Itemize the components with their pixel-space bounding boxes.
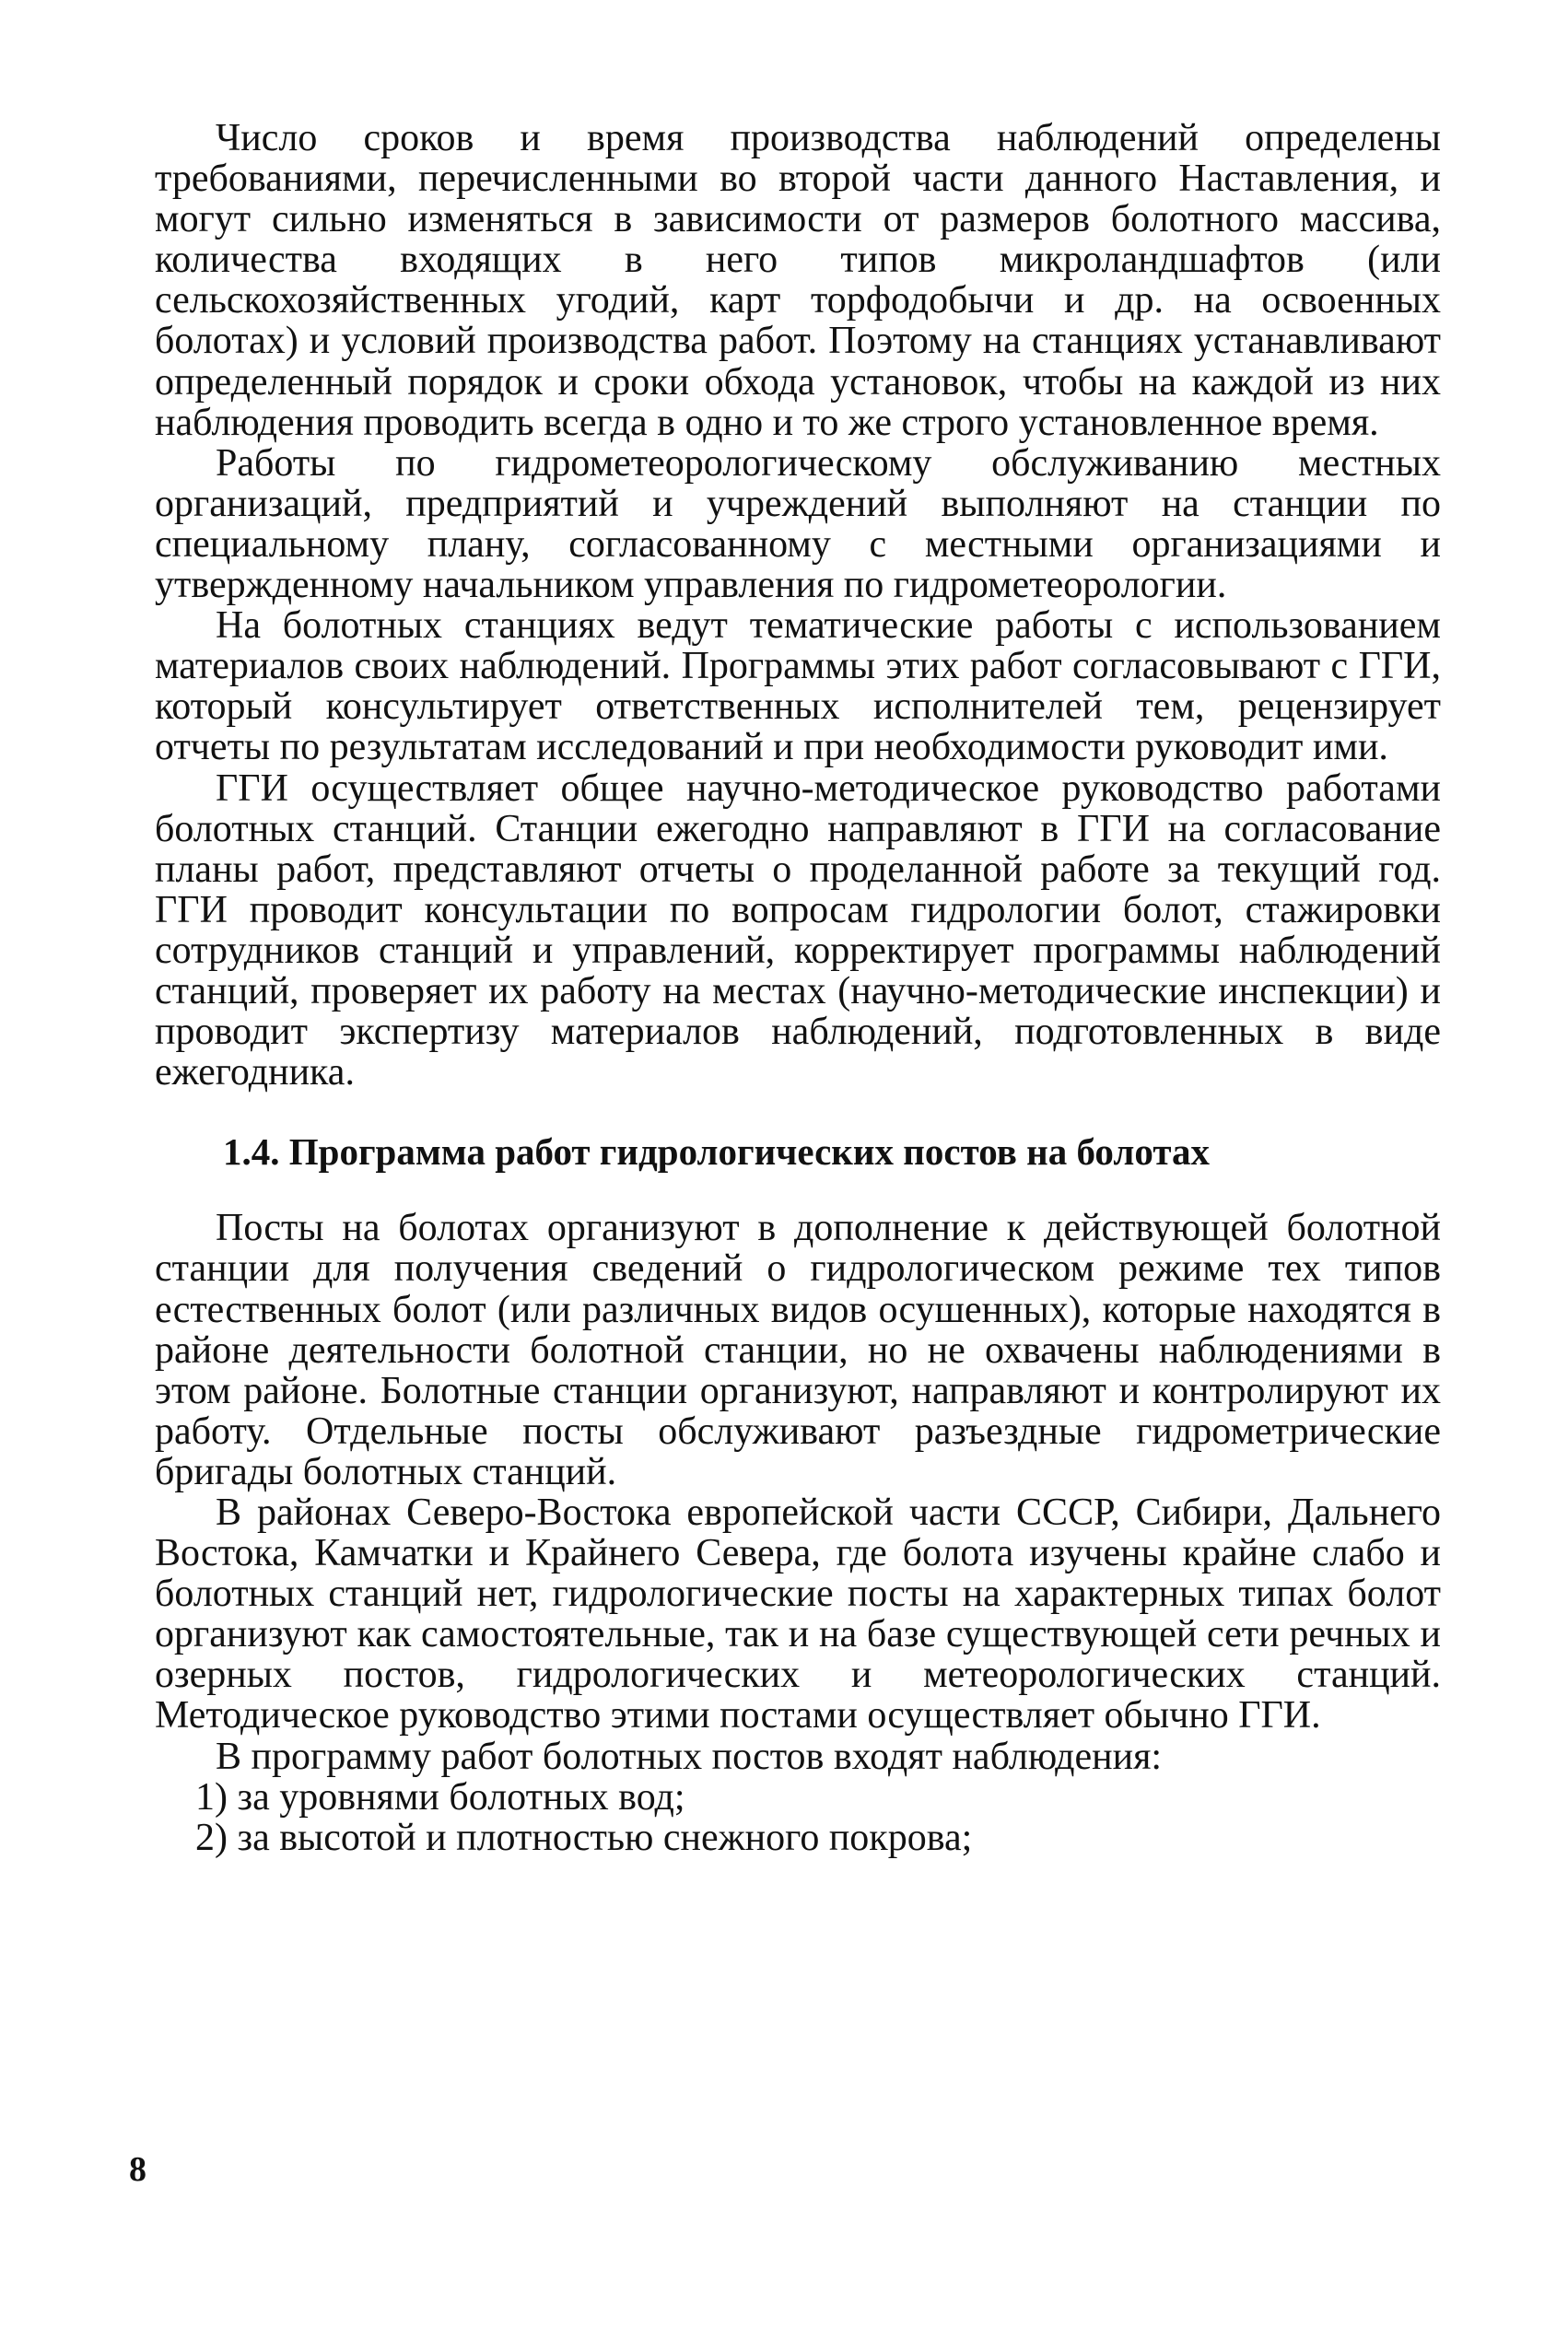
paragraph-posts-organization: Посты на болотах организуют в дополнение к действующей болотной станции для получения сведений о гидрологическом режиме тех типов естественных болот (или различных видов осушенных), которые находятся в районе деятельности болотной станции, но не охвачены наблюдениями в этом районе. Болотные станции организуют, направляют и контролируют их работу. Отдельные посты обслуживают разъездные гидрометрические бригады болотных станций. bbox=[155, 1207, 1441, 1493]
list-item: 2) за высотой и плотностью снежного покрова; bbox=[195, 1816, 973, 1859]
paragraph-thematic-work: На болотных станциях ведут тематические работы с использованием материалов своих наблюдений. Программы этих работ согласовывают с ГГИ, который консультирует ответственных исполнителей тем, рецензирует отчеты по результатам исследований и при необходимости руководит ими. bbox=[155, 604, 1441, 769]
paragraph-observation-schedule: Число сроков и время производства наблюдений определены требованиями, перечисленными во второй части данного Наставления, и могут сильно изменяться в зависимости от размеров болотного массива, количества входящих в него типов микроландшафтов (или сельскохозяйственных угодий, карт торфодобычи и др. на освоенных болотах) и условий производства работ. Поэтому на станциях устанавливают определенный порядок и сроки обхода установок, чтобы на каждой из них наблюдения проводить всегда в одно и то же строго установленное время. bbox=[155, 117, 1441, 444]
paragraph-meteorological-service: Работы по гидрометеорологическому обслуживанию местных организаций, предприятий и учреждений выполняют на станции по специальному плану, согласованному с местными организациями и утвержденному начальником управления по гидрометеорологии. bbox=[155, 441, 1441, 607]
page-body bbox=[155, 118, 1441, 1858]
list-item: 1) за уровнями болотных вод; bbox=[195, 1775, 685, 1819]
paragraph-remote-regions: В районах Северо-Востока европейской части СССР, Сибири, Дальнего Востока, Камчатки и Крайнего Севера, где болота изучены крайне слабо и болотных станций нет, гидрологические посты на характерных типах болот организуют как самостоятельные, так и на базе существующей сети речных и озерных постов, гидрологических и метеорологических станций. Методическое руководство этими постами осуществляет обычно ГГИ. bbox=[155, 1492, 1441, 1737]
paragraph-ggi-guidance: ГГИ осуществляет общее научно-методическое руководство работами болотных станций. Станции ежегодно направляют в ГГИ на согласование планы работ, представляют отчеты о проделанной работе за текущий год. ГГИ проводит консультации по вопросам гидрологии болот, стажировки сотрудников станций и управлений, корректирует программы наблюдений станций, проверяет их работу на местах (научно-методические инспекции) и проводит экспертизу материалов наблюдений, подготовленных в виде ежегодника. bbox=[155, 766, 1441, 1094]
paragraph-program-intro: В программу работ болотных постов входят наблюдения: bbox=[216, 1735, 1163, 1778]
section-heading: 1.4. Программа работ гидрологических постов на болотах bbox=[223, 1130, 1210, 1174]
page-number: 8 bbox=[129, 2150, 146, 2189]
